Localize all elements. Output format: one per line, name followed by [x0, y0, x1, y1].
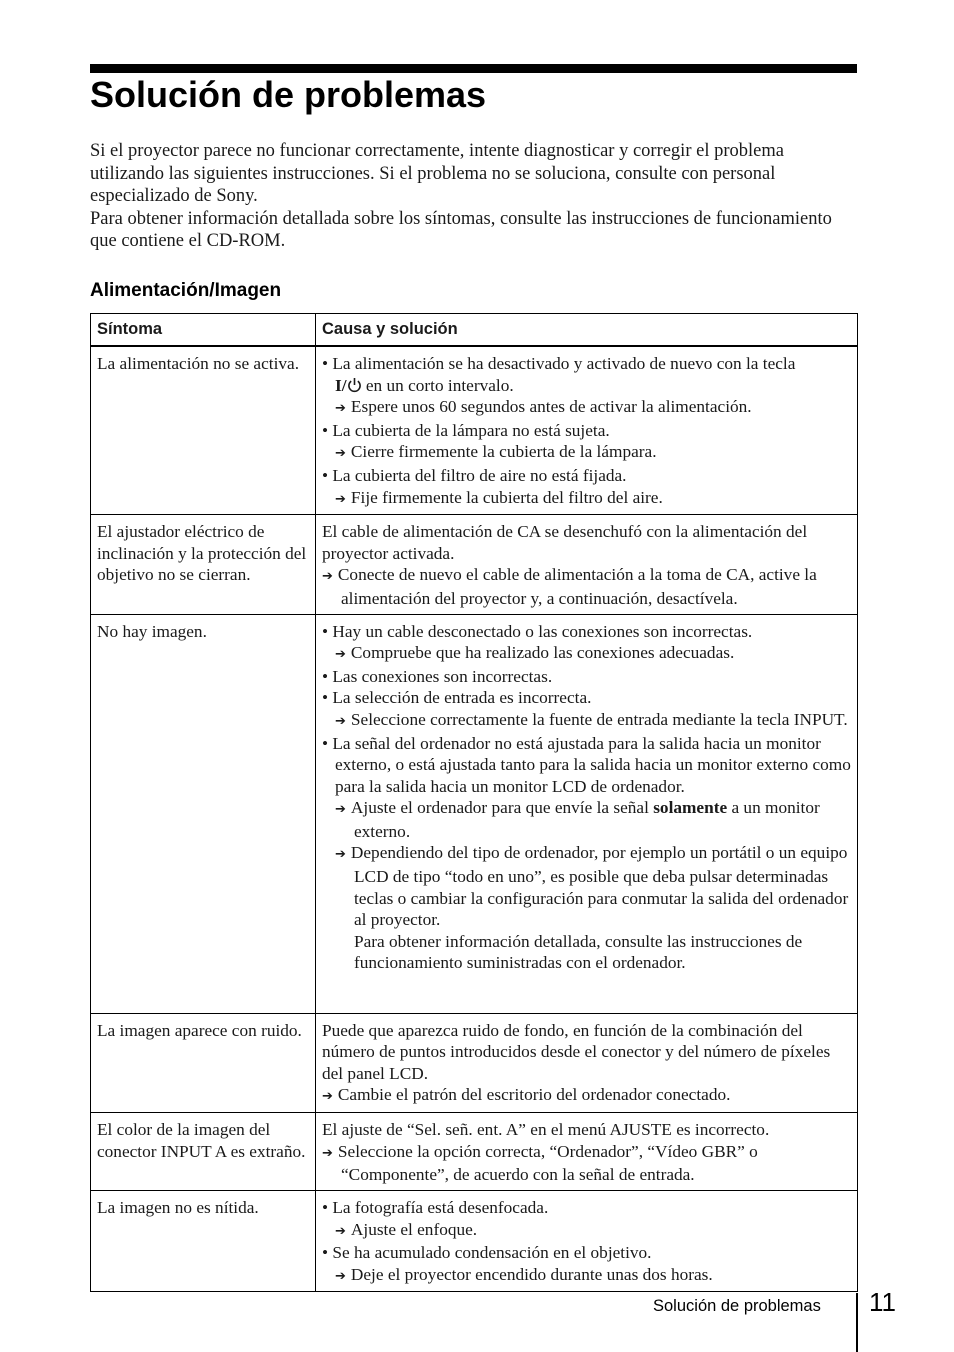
footer-section-label: Solución de problemas	[653, 1297, 821, 1315]
solution-step: ➔ Conecte de nuevo el cable de alimentación a la toma de CA, active la alimentación del proyector y, a continuación, desactívela.	[322, 565, 817, 608]
symptom-cell: La imagen aparece con ruido.	[91, 1013, 316, 1112]
solution-step: ➔ Seleccione correctamente la fuente de entrada mediante la tecla INPUT.	[335, 709, 848, 729]
cause-item: • Las conexiones son incorrectas.	[322, 666, 553, 686]
right-arrow-icon: ➔	[335, 1223, 346, 1239]
troubleshooting-table	[90, 313, 858, 1292]
right-arrow-icon: ➔	[335, 847, 346, 863]
right-arrow-icon: ➔	[335, 1268, 346, 1284]
solution-step: ➔ Fije firmemente la cubierta del filtro del aire.	[335, 487, 663, 507]
right-arrow-icon: ➔	[335, 491, 346, 507]
table-row	[91, 614, 858, 1013]
solution-step: ➔ Cierre firmemente la cubierta de la lámpara.	[335, 442, 657, 462]
cause-item: • La señal del ordenador no está ajustada para la salida hacia un monitor externo, o está ajustada tanto para la salida hacia un monitor externo como para la salida hacia un monitor LCD de ordenador.	[322, 733, 851, 796]
cause-item: • La fotografía está desenfocada.	[322, 1197, 549, 1217]
right-arrow-icon: ➔	[335, 647, 346, 663]
solution-step: ➔ Ajuste el ordenador para que envíe la señal solamente a un monitor externo.	[335, 798, 820, 841]
cause-item: • Se ha acumulado condensación en el objetivo.	[322, 1243, 652, 1263]
header-cause: Causa y solución	[316, 314, 858, 347]
right-arrow-icon: ➔	[335, 802, 346, 818]
header-symptom: Síntoma	[91, 314, 316, 347]
right-arrow-icon: ➔	[335, 401, 346, 417]
cause-item: • La cubierta del filtro de aire no está fijada.	[322, 465, 627, 485]
symptom-cell: No hay imagen.	[91, 614, 316, 1013]
cause-item: • La alimentación se ha desactivado y activado de nuevo con la tecla I/ en un corto intervalo.	[322, 354, 796, 395]
intro-paragraph: Si el proyector parece no funcionar correctamente, intente diagnosticar y corregir el problema utilizando las siguientes instrucciones. Si el problema no se soluciona, consulte con personal especializado de Sony.	[90, 141, 784, 206]
page-title: Solución de problemas	[90, 74, 487, 115]
table-row	[91, 1190, 858, 1291]
symptom-cell: La imagen no es nítida.	[91, 1190, 316, 1291]
table-row	[91, 1013, 858, 1112]
right-arrow-icon: ➔	[335, 713, 346, 729]
power-standby-icon	[347, 377, 362, 393]
solution-step: ➔ Dependiendo del tipo de ordenador, por ejemplo un portátil o un equipo LCD de tipo “todo en uno”, es posible que deba pulsar determinadas teclas o cambiar la configuración para conmutar la salida del ordenador al proyector.	[335, 843, 849, 930]
table-row	[91, 346, 858, 515]
solution-step: ➔ Cambie el patrón del escritorio del ordenador conectado.	[322, 1085, 731, 1105]
cause-item: • La cubierta de la lámpara no está sujeta.	[322, 420, 610, 440]
page-number: 11	[869, 1287, 896, 1317]
solution-step: ➔ Espere unos 60 segundos antes de activar la alimentación.	[335, 397, 752, 417]
intro-text	[90, 140, 860, 253]
cause-item: • Hay un cable desconectado o las conexiones son incorrectas.	[322, 621, 753, 641]
solution-step: ➔ Deje el proyector encendido durante unas dos horas.	[335, 1264, 713, 1284]
cause-item: El cable de alimentación de CA se desenchufó con la alimentación del proyector activada.	[322, 522, 808, 563]
solution-note: Para obtener información detallada, consulte las instrucciones de funcionamiento suministradas con el ordenador.	[354, 931, 803, 973]
table-header-row	[91, 314, 858, 347]
right-arrow-icon: ➔	[322, 569, 333, 585]
symptom-cell: El color de la imagen del conector INPUT A es extraño.	[91, 1112, 316, 1190]
table-row	[91, 515, 858, 614]
solution-step: ➔ Ajuste el enfoque.	[335, 1219, 478, 1239]
emphasis-text: solamente	[653, 798, 728, 818]
table-row	[91, 1112, 858, 1190]
right-arrow-icon: ➔	[322, 1089, 333, 1105]
intro-paragraph: Para obtener información detallada sobre los síntomas, consulte las instrucciones de funcionamiento que contiene el CD-ROM.	[90, 208, 832, 251]
right-arrow-icon: ➔	[335, 446, 346, 462]
power-key-label: I/	[335, 375, 347, 395]
cause-cell	[316, 1190, 858, 1291]
solution-step: ➔ Compruebe que ha realizado las conexiones adecuadas.	[335, 643, 735, 663]
cause-item: El ajuste de “Sel. señ. ent. A” en el menú AJUSTE es incorrecto.	[322, 1119, 770, 1139]
solution-step: ➔ Seleccione la opción correcta, “Ordenador”, “Vídeo GBR” o “Componente”, de acuerdo con la señal de entrada.	[322, 1141, 758, 1185]
section-title: Alimentación/Imagen	[90, 280, 282, 301]
cause-cell	[316, 614, 858, 1013]
symptom-cell: El ajustador eléctrico de inclinación y la protección del objetivo no se cierran.	[91, 515, 316, 614]
cause-cell	[316, 1112, 858, 1190]
cause-cell	[316, 515, 858, 614]
cause-item: • La selección de entrada es incorrecta.	[322, 688, 592, 708]
cause-cell	[316, 1013, 858, 1112]
symptom-cell: La alimentación no se activa.	[91, 346, 316, 515]
footer-rule	[856, 1293, 858, 1352]
cause-cell	[316, 346, 858, 515]
right-arrow-icon: ➔	[322, 1145, 333, 1161]
cause-item: Puede que aparezca ruido de fondo, en función de la combinación del número de puntos introducidos desde el conector y del número de píxeles del panel LCD.	[322, 1020, 831, 1083]
